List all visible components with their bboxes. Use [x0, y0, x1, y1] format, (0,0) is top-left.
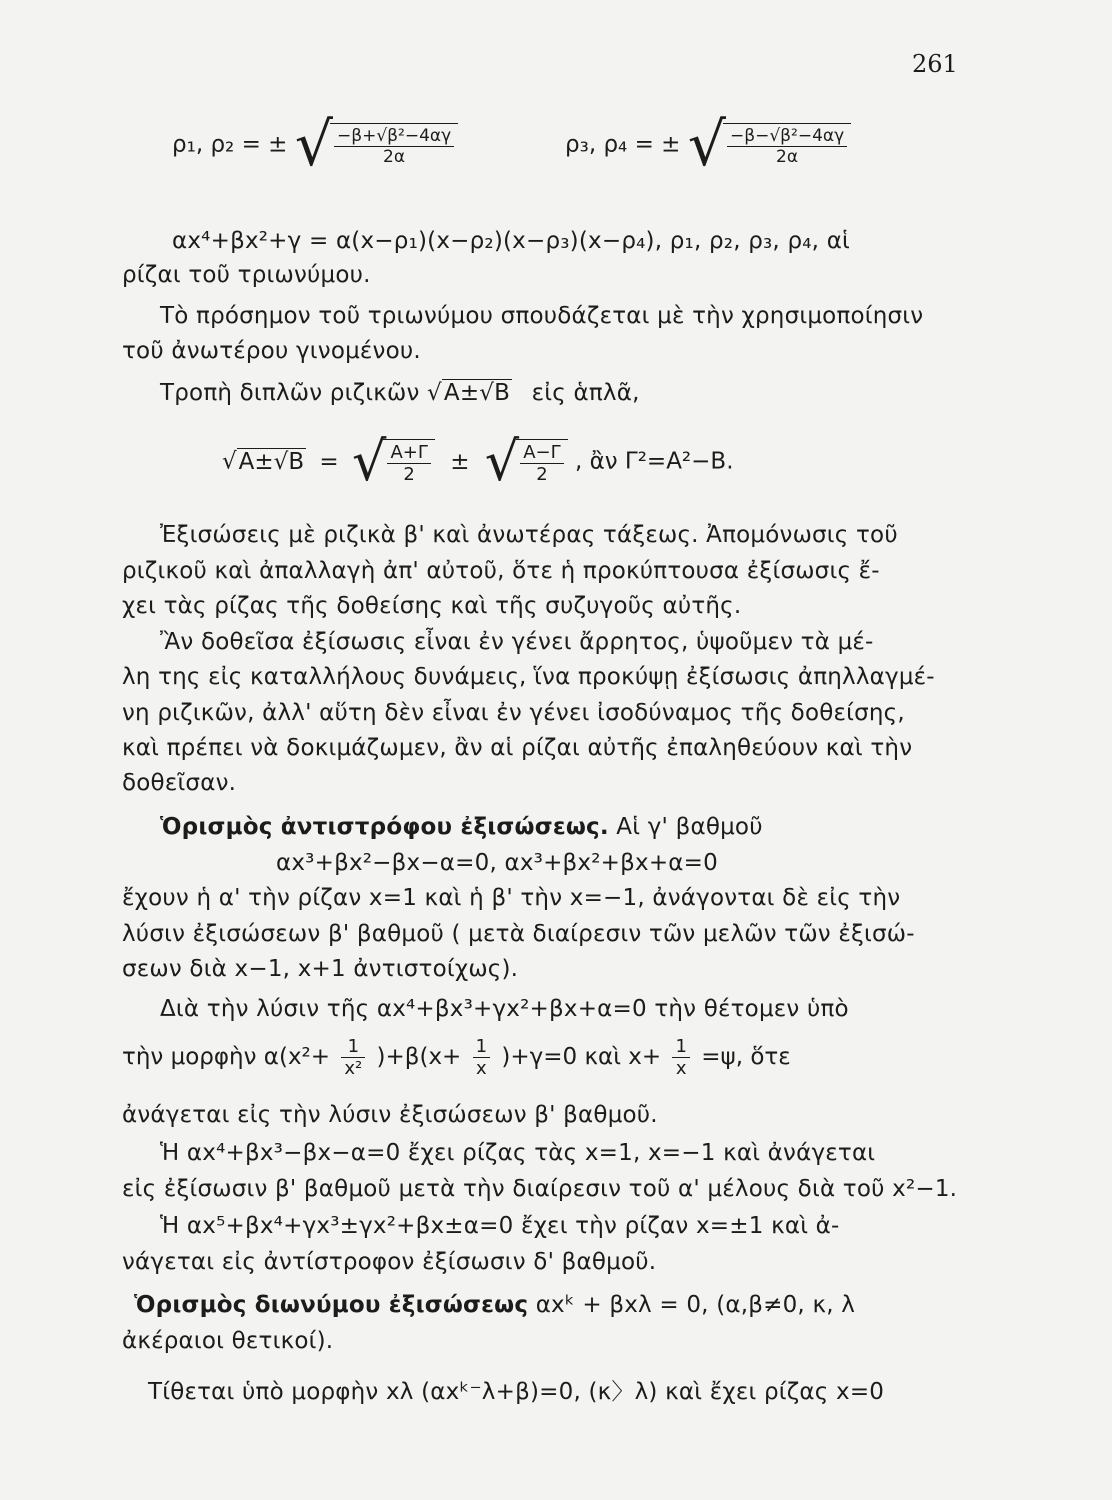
- roots-right-radical: √ $\frac{\text{−β−√β²−4αγ}}{2\alpha}$: [688, 115, 851, 175]
- heading-line: [134, 1292, 855, 1318]
- roots-left-denominator: 2α: [383, 147, 406, 167]
- frac-den: x: [476, 1058, 487, 1079]
- text-span: )+γ=0 καὶ x+: [501, 1044, 662, 1070]
- radical-sign: √: [427, 380, 442, 406]
- radical-minus: √ $\frac{A-\Gamma}{2}$: [485, 432, 568, 492]
- frac-den: 2: [536, 464, 548, 485]
- roots-left-numerator: −β+√β²−4αγ: [334, 126, 454, 147]
- text-line: ἀνάγεται εἰς τὴν λύσιν ἐξισώσεων β' βαθμοῦ.: [122, 1102, 658, 1128]
- text-span: εἰς ἁπλᾶ,: [531, 380, 640, 406]
- page-number: 261: [912, 50, 958, 78]
- text-line: Ἐξισώσεις μὲ ριζικὰ β' καὶ ἀνωτέρας τάξεως. Ἀπομόνωσις τοῦ: [160, 522, 898, 548]
- frac-num: 1: [341, 1036, 365, 1058]
- text-line: τοῦ ἀνωτέρου γινομένου.: [122, 338, 421, 364]
- text-span: αxᵏ + βxλ = 0, (α,β≠0, κ, λ: [528, 1292, 856, 1318]
- text-line: αx⁴+βx²+γ = α(x−ρ₁)(x−ρ₂)(x−ρ₃)(x−ρ₄), ρ₁, ρ₂, ρ₃, ρ₄, αἱ: [172, 228, 851, 254]
- equation-line: αx³+βx²−βx−α=0, αx³+βx²+βx+α=0: [276, 850, 718, 876]
- text-line: Ἂν δοθεῖσα ἐξίσωσις εἶναι ἐν γένει ἄρρητος, ὑψοῦμεν τὰ μέ-: [160, 629, 874, 655]
- text-line: ρίζαι τοῦ τριωνύμου.: [122, 262, 371, 288]
- heading-line: [160, 814, 763, 840]
- text-span: Αἱ γ' βαθμοῦ: [608, 814, 763, 840]
- text-line: νη ριζικῶν, ἀλλ' αὕτη δὲν εἶναι ἐν γένει ἰσοδύναμος τῆς δοθείσης,: [122, 700, 905, 726]
- text-line: Τὸ πρόσημον τοῦ τριωνύμου σπουδάζεται μὲ τὴν χρησιμοποίησιν: [160, 303, 924, 329]
- text-line: ριζικοῦ καὶ ἀπαλλαγὴ ἀπ' αὐτοῦ, ὅτε ἡ προκύπτουσα ἐξίσωσις ἔ-: [122, 558, 880, 584]
- text-line: Διὰ τὴν λύσιν τῆς αx⁴+βx³+γx²+βx+α=0 τὴν θέτομεν ὑπὸ: [160, 996, 849, 1022]
- section-heading: Ὁρισμὸς διωνύμου ἐξισώσεως: [134, 1292, 529, 1318]
- text-line: σεων διὰ x−1, x+1 ἀντιστοίχως).: [122, 956, 519, 982]
- text-span: τὴν μορφὴν α: [122, 1044, 279, 1070]
- frac-num: 1: [672, 1036, 689, 1058]
- text-span: )+β(x+: [376, 1044, 462, 1070]
- roots-formula-right: [565, 110, 851, 180]
- text-line: ἔχουν ἡ α' τὴν ρίζαν x=1 καὶ ἡ β' τὴν x=−1, ἀνάγονται δὲ εἰς τὴν: [122, 885, 901, 911]
- frac-num: A+Γ: [387, 442, 430, 464]
- roots-right-numerator: −β−√β²−4αγ: [727, 126, 847, 147]
- roots-left-radical: √ $\frac{\text{−β+√β²−4αγ}}{2\alpha}$: [295, 115, 458, 175]
- text-line: δοθεῖσαν.: [122, 770, 237, 796]
- frac-den: x: [675, 1058, 687, 1079]
- frac-den: x²: [344, 1058, 363, 1079]
- frac-num: 1: [473, 1036, 490, 1058]
- formula-lhs: A±√B: [238, 448, 305, 475]
- text-line: εἰς ἐξίσωσιν β' βαθμοῦ μετὰ τὴν διαίρεσιν τοῦ α' μέλους διὰ τοῦ x²−1.: [122, 1176, 958, 1202]
- formula-equals: =: [319, 448, 339, 475]
- radical-plus: √ $\frac{A+\Gamma}{2}$: [352, 432, 435, 492]
- text-line: Ἡ αx⁴+βx³−βx−α=0 ἔχει ρίζας τὰς x=1, x=−1 καὶ ἀνάγεται: [160, 1140, 876, 1166]
- formula-condition: , ἂν Γ²=A²−B.: [574, 448, 734, 475]
- double-radical-line: [160, 380, 640, 406]
- roots-formula-left: [172, 110, 458, 180]
- radical-expr: A±√B: [443, 380, 511, 406]
- text-line: λύσιν ἐξισώσεων β' βαθμοῦ ( μετὰ διαίρεσιν τῶν μελῶν τῶν ἐξισώ-: [122, 921, 915, 947]
- text-span: (x²+: [278, 1044, 331, 1070]
- radical-sign: √: [222, 448, 237, 475]
- text-line: καὶ πρέπει νὰ δοκιμάζωμεν, ἂν αἱ ρίζαι αὐτῆς ἐπαληθεύουν καὶ τὴν: [122, 735, 913, 761]
- reciprocal-form-line: [122, 1036, 791, 1079]
- text-span: =ψ, ὅτε: [701, 1044, 791, 1070]
- text-line: Τίθεται ὑπὸ μορφὴν xλ (αxᵏ⁻λ+β)=0, (κ〉λ) καὶ ἔχει ρίζας x=0: [148, 1379, 885, 1405]
- roots-left-label: ρ₁, ρ₂ = ±: [172, 131, 288, 158]
- double-radical-formula: [222, 432, 734, 492]
- text-line: λη της εἰς καταλλήλους δυνάμεις, ἵνα προκύψῃ ἐξίσωσις ἀπηλλαγμέ-: [122, 664, 935, 690]
- text-line: νάγεται εἰς ἀντίστροφον ἐξίσωσιν δ' βαθμοῦ.: [122, 1249, 657, 1275]
- text-line: Ἡ αx⁵+βx⁴+γx³±γx²+βx±α=0 ἔχει τὴν ρίζαν x=±1 καὶ ἀ-: [160, 1213, 840, 1239]
- roots-right-label: ρ₃, ρ₄ = ±: [565, 131, 681, 158]
- frac-den: 2: [403, 464, 415, 485]
- frac-num: A−Γ: [520, 442, 563, 464]
- text-line: ἀκέραιοι θετικοί).: [122, 1328, 334, 1354]
- roots-right-denominator: 2α: [776, 147, 799, 167]
- formula-pm: ±: [450, 448, 470, 475]
- text-span: Τροπὴ διπλῶν ριζικῶν: [160, 380, 420, 406]
- section-heading: Ὁρισμὸς ἀντιστρόφου ἐξισώσεως.: [160, 814, 609, 840]
- text-line: χει τὰς ρίζας τῆς δοθείσης καὶ τῆς συζυγοῦς αὐτῆς.: [122, 593, 742, 619]
